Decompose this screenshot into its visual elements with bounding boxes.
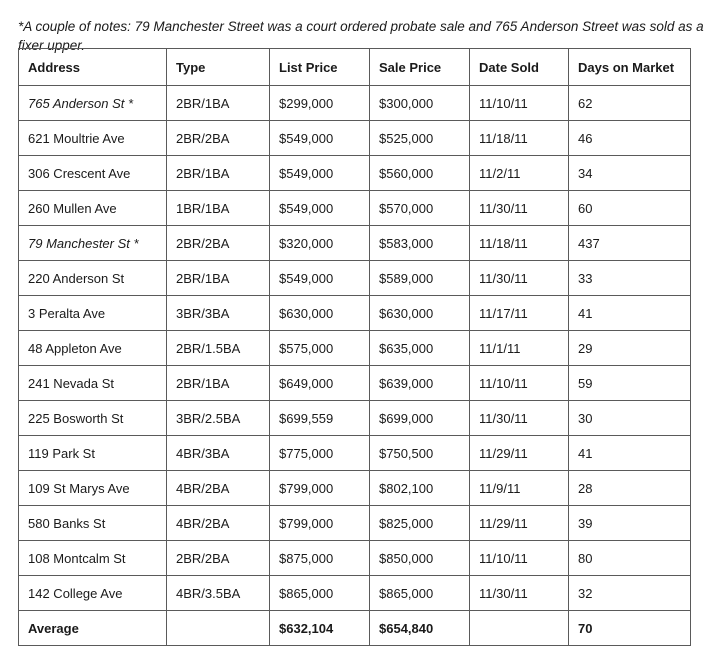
cell-sale-price: $750,500	[370, 436, 470, 471]
cell-days-on-market: 80	[569, 541, 691, 576]
cell-address: 119 Park St	[19, 436, 167, 471]
home-sales-table	[18, 48, 691, 646]
table-row	[19, 156, 691, 191]
cell-days-on-market: 41	[569, 436, 691, 471]
cell-address: 3 Peralta Ave	[19, 296, 167, 331]
cell-days-on-market: 39	[569, 506, 691, 541]
header-date-sold: Date Sold	[470, 49, 569, 86]
cell-sale-price: $802,100	[370, 471, 470, 506]
table-header-row	[19, 49, 691, 86]
cell-address: 765 Anderson St *	[19, 86, 167, 121]
cell-sale-price: $570,000	[370, 191, 470, 226]
cell-sale-price: $525,000	[370, 121, 470, 156]
table-row	[19, 86, 691, 121]
cell-address: 621 Moultrie Ave	[19, 121, 167, 156]
cell-address: 108 Montcalm St	[19, 541, 167, 576]
cell-type: 2BR/1.5BA	[167, 331, 270, 366]
cell-date-sold: 11/30/11	[470, 401, 569, 436]
cell-address: 220 Anderson St	[19, 261, 167, 296]
cell-list-price: $630,000	[270, 296, 370, 331]
cell-sale-price: $699,000	[370, 401, 470, 436]
average-row	[19, 611, 691, 646]
cell-list-price: $875,000	[270, 541, 370, 576]
cell-days-on-market: 62	[569, 86, 691, 121]
cell-days-on-market: 34	[569, 156, 691, 191]
header-days-on-market: Days on Market	[569, 49, 691, 86]
cell-type: 3BR/3BA	[167, 296, 270, 331]
cell-date-sold: 11/10/11	[470, 366, 569, 401]
cell-type: 2BR/1BA	[167, 156, 270, 191]
cell-days-on-market: 41	[569, 296, 691, 331]
cell-list-price: $549,000	[270, 121, 370, 156]
cell-address: 225 Bosworth St	[19, 401, 167, 436]
cell-days-on-market: 60	[569, 191, 691, 226]
cell-days-on-market: 32	[569, 576, 691, 611]
cell-type: 2BR/2BA	[167, 541, 270, 576]
average-type	[167, 611, 270, 646]
header-sale-price: Sale Price	[370, 49, 470, 86]
table-row	[19, 191, 691, 226]
average-sale-price: $654,840	[370, 611, 470, 646]
table-row	[19, 471, 691, 506]
cell-days-on-market: 46	[569, 121, 691, 156]
cell-type: 4BR/2BA	[167, 506, 270, 541]
header-address: Address	[19, 49, 167, 86]
cell-type: 4BR/3.5BA	[167, 576, 270, 611]
cell-sale-price: $635,000	[370, 331, 470, 366]
table-row	[19, 261, 691, 296]
cell-date-sold: 11/29/11	[470, 506, 569, 541]
cell-date-sold: 11/10/11	[470, 541, 569, 576]
cell-date-sold: 11/18/11	[470, 121, 569, 156]
cell-sale-price: $560,000	[370, 156, 470, 191]
cell-type: 3BR/2.5BA	[167, 401, 270, 436]
cell-days-on-market: 29	[569, 331, 691, 366]
cell-list-price: $575,000	[270, 331, 370, 366]
notes-text: *A couple of notes: 79 Manchester Street was a court ordered probate sale and 765 Anderson Street was sold as a fixer upper.	[18, 18, 704, 53]
cell-type: 1BR/1BA	[167, 191, 270, 226]
cell-list-price: $799,000	[270, 471, 370, 506]
cell-date-sold: 11/2/11	[470, 156, 569, 191]
cell-address: 109 St Marys Ave	[19, 471, 167, 506]
cell-days-on-market: 30	[569, 401, 691, 436]
cell-days-on-market: 59	[569, 366, 691, 401]
cell-type: 2BR/2BA	[167, 121, 270, 156]
cell-address: 260 Mullen Ave	[19, 191, 167, 226]
average-date-sold	[470, 611, 569, 646]
cell-type: 2BR/1BA	[167, 86, 270, 121]
cell-list-price: $865,000	[270, 576, 370, 611]
cell-sale-price: $639,000	[370, 366, 470, 401]
header-list-price: List Price	[270, 49, 370, 86]
cell-type: 2BR/2BA	[167, 226, 270, 261]
cell-address: 241 Nevada St	[19, 366, 167, 401]
cell-sale-price: $589,000	[370, 261, 470, 296]
cell-address: 142 College Ave	[19, 576, 167, 611]
cell-date-sold: 11/1/11	[470, 331, 569, 366]
cell-date-sold: 11/9/11	[470, 471, 569, 506]
cell-list-price: $649,000	[270, 366, 370, 401]
cell-days-on-market: 28	[569, 471, 691, 506]
cell-sale-price: $300,000	[370, 86, 470, 121]
cell-date-sold: 11/30/11	[470, 576, 569, 611]
cell-list-price: $549,000	[270, 191, 370, 226]
cell-sale-price: $630,000	[370, 296, 470, 331]
average-list-price: $632,104	[270, 611, 370, 646]
cell-address: 79 Manchester St *	[19, 226, 167, 261]
table-row	[19, 436, 691, 471]
cell-date-sold: 11/10/11	[470, 86, 569, 121]
table-body	[19, 86, 691, 611]
cell-list-price: $699,559	[270, 401, 370, 436]
table-row	[19, 401, 691, 436]
cell-list-price: $299,000	[270, 86, 370, 121]
cell-date-sold: 11/30/11	[470, 191, 569, 226]
cell-date-sold: 11/17/11	[470, 296, 569, 331]
cell-address: 306 Crescent Ave	[19, 156, 167, 191]
cell-address: 48 Appleton Ave	[19, 331, 167, 366]
cell-type: 2BR/1BA	[167, 261, 270, 296]
table-row	[19, 121, 691, 156]
table-row	[19, 541, 691, 576]
cell-list-price: $799,000	[270, 506, 370, 541]
average-label: Average	[19, 611, 167, 646]
header-type: Type	[167, 49, 270, 86]
table-row	[19, 366, 691, 401]
table-row	[19, 506, 691, 541]
cell-address: 580 Banks St	[19, 506, 167, 541]
cell-date-sold: 11/30/11	[470, 261, 569, 296]
cell-sale-price: $865,000	[370, 576, 470, 611]
cell-type: 4BR/2BA	[167, 471, 270, 506]
cell-list-price: $549,000	[270, 156, 370, 191]
table-row	[19, 226, 691, 261]
table-row	[19, 576, 691, 611]
average-days-on-market: 70	[569, 611, 691, 646]
cell-days-on-market: 33	[569, 261, 691, 296]
cell-date-sold: 11/18/11	[470, 226, 569, 261]
cell-date-sold: 11/29/11	[470, 436, 569, 471]
cell-list-price: $775,000	[270, 436, 370, 471]
table-row	[19, 331, 691, 366]
cell-type: 4BR/3BA	[167, 436, 270, 471]
cell-days-on-market: 437	[569, 226, 691, 261]
cell-sale-price: $825,000	[370, 506, 470, 541]
cell-sale-price: $583,000	[370, 226, 470, 261]
cell-type: 2BR/1BA	[167, 366, 270, 401]
table-row	[19, 296, 691, 331]
cell-list-price: $320,000	[270, 226, 370, 261]
cell-sale-price: $850,000	[370, 541, 470, 576]
cell-list-price: $549,000	[270, 261, 370, 296]
